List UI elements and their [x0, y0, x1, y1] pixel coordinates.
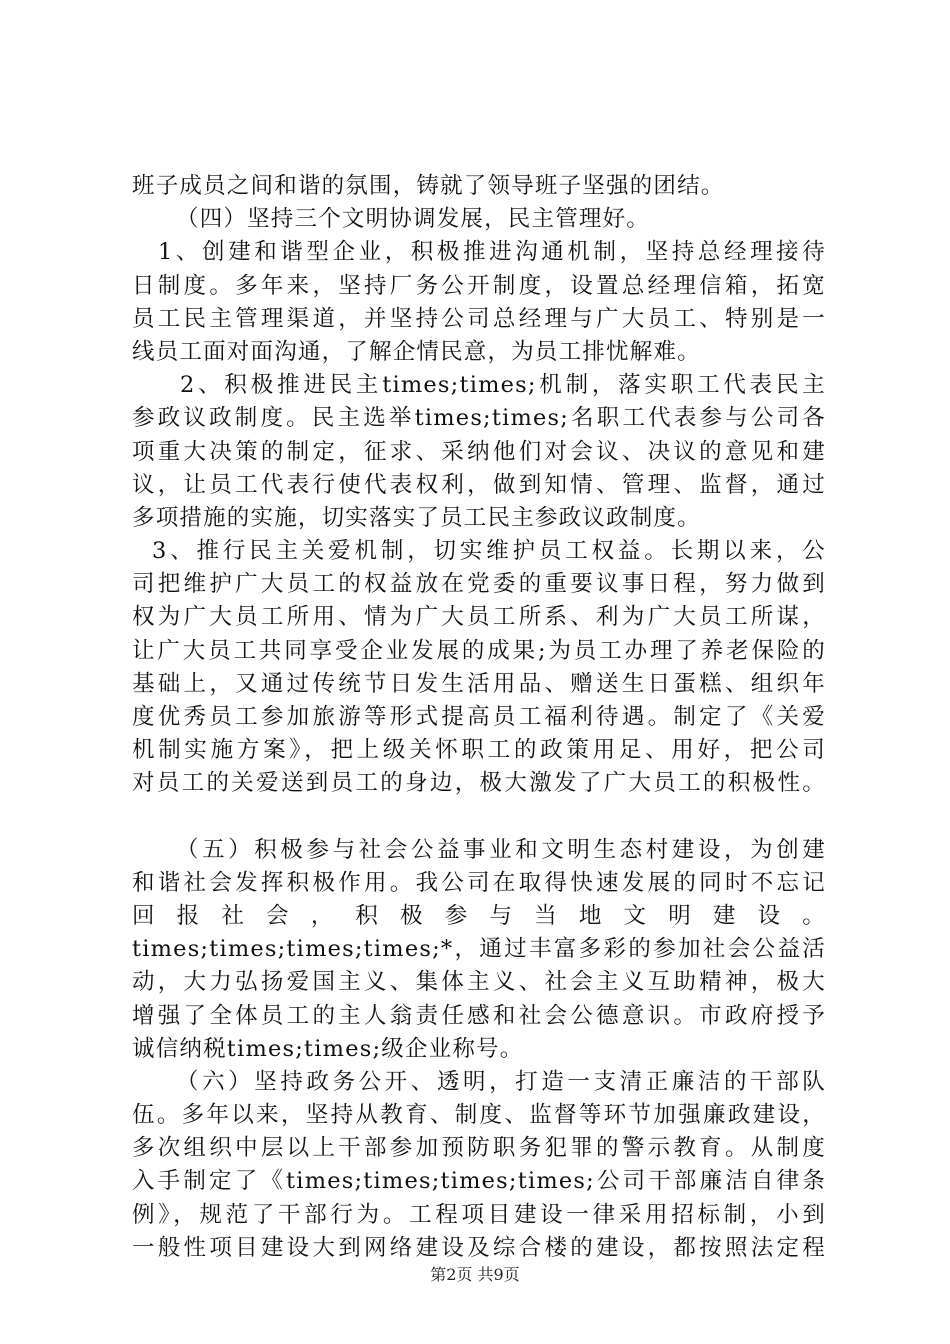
document-body	[132, 170, 826, 1265]
page-number-footer: 第2页 共9页	[430, 1265, 520, 1284]
section-heading-6: （六）坚持政务公开、透明，打造一支清正廉洁的干部队	[176, 1068, 826, 1095]
text-line: 机制实施方案》，把上级关怀职工的政策用足、用好，把公司	[132, 737, 826, 764]
text-line: times;times;times;times;*，通过丰富多彩的参加社会公益活	[132, 936, 826, 963]
text-line: 1、创建和谐型企业，积极推进沟通机制，坚持总经理接待	[158, 239, 826, 266]
text-line: 权为广大员工所用、情为广大员工所系、利为广大员工所谋，	[132, 604, 826, 631]
text-line: 回 报 社 会 ， 积 极 参 与 当 地 文 明 建 设 。	[132, 902, 826, 929]
text-line: 对员工的关爱送到员工的身边，极大激发了广大员工的积极性。	[132, 770, 826, 797]
text-line: 2、积极推进民主times;times;机制，落实职工代表民主	[180, 372, 826, 399]
text-line: 线员工面对面沟通，了解企情民意，为员工排忧解难。	[132, 338, 701, 365]
text-line: 让广大员工共同享受企业发展的成果;为员工办理了养老保险的	[132, 637, 826, 664]
section-heading-4: （四）坚持三个文明协调发展，民主管理好。	[176, 206, 651, 233]
text-line: 基础上，又通过传统节日发生活用品、赠送生日蛋糕、组织年	[132, 670, 826, 697]
text-line: 伍。多年以来，坚持从教育、制度、监督等环节加强廉政建设，	[132, 1102, 826, 1129]
text-line: 多项措施的实施，切实落实了员工民主参政议政制度。	[132, 504, 701, 531]
paragraph-gap	[132, 801, 826, 834]
section-heading-5: （五）积极参与社会公益事业和文明生态村建设，为创建	[176, 836, 826, 863]
text-line: 3、推行民主关爱机制，切实维护员工权益。长期以来，公	[152, 538, 826, 565]
text-line: 和谐社会发挥积极作用。我公司在取得快速发展的同时不忘记	[132, 869, 826, 896]
text-line: 动，大力弘扬爱国主义、集体主义、社会主义互助精神，极大	[132, 969, 826, 996]
text-line: 议，让员工代表行使代表权利，做到知情、管理、监督，通过	[132, 471, 826, 498]
text-line: 班子成员之间和谐的氛围，铸就了领导班子坚强的团结。	[132, 173, 725, 199]
text-line: 诚信纳税times;times;级企业称号。	[132, 1035, 524, 1062]
text-line: 一般性项目建设大到网络建设及综合楼的建设，都按照法定程	[132, 1234, 826, 1261]
text-line: 入手制定了《times;times;times;times;公司干部廉洁自律条	[132, 1168, 826, 1195]
text-line: 度优秀员工参加旅游等形式提高员工福利待遇。制定了《关爱	[132, 704, 826, 730]
text-line: 参政议政制度。民主选举times;times;名职工代表参与公司各	[132, 405, 826, 432]
text-line: 多次组织中层以上干部参加预防职务犯罪的警示教育。从制度	[132, 1135, 826, 1162]
text-line: 司把维护广大员工的权益放在党委的重要议事日程，努力做到	[132, 571, 826, 598]
text-line: 项重大决策的制定，征求、采纳他们对会议、决议的意见和建	[132, 438, 826, 465]
text-line: 增强了全体员工的主人翁责任感和社会公德意识。市政府授予	[132, 1002, 826, 1029]
text-line: 日制度。多年来，坚持厂务公开制度，设置总经理信箱，拓宽	[132, 272, 826, 299]
text-line: 例》，规范了干部行为。工程项目建设一律采用招标制，小到	[132, 1201, 826, 1228]
text-line: 员工民主管理渠道，并坚持公司总经理与广大员工、特别是一	[132, 305, 826, 332]
